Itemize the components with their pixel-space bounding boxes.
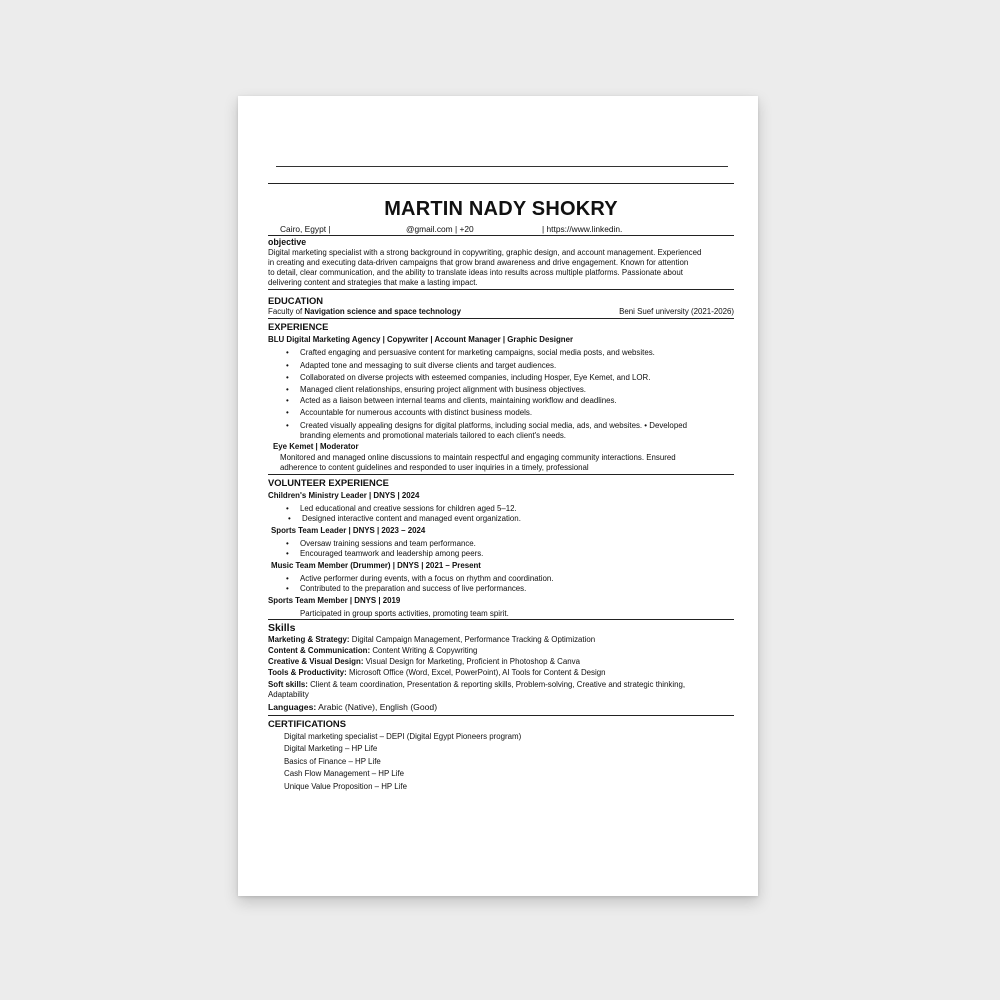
certification-item: Basics of Finance – HP Life: [284, 757, 381, 766]
objective-line: Digital marketing specialist with a strong background in copywriting, graphic design, and account management. Experienced: [268, 248, 702, 257]
volunteer-heading: VOLUNTEER EXPERIENCE: [268, 477, 389, 488]
bullet-item: • Encouraged teamwork and leadership among peers.: [286, 549, 484, 558]
skill-label: Content & Communication:: [268, 646, 371, 655]
languages-label: Languages:: [268, 702, 317, 712]
education-prefix: Faculty of: [268, 307, 305, 316]
volunteer-role-title: Sports Team Member | DNYS | 2019: [268, 596, 401, 605]
job-title-blu: BLU Digital Marketing Agency | Copywriter | Account Manager | Graphic Designer: [268, 335, 574, 344]
skill-row: [268, 646, 477, 656]
contact-email-phone: @gmail.com | +20: [406, 224, 474, 234]
certification-item: Digital Marketing – HP Life: [284, 744, 378, 753]
volunteer-role-title: Sports Team Leader | DNYS | 2023 – 2024: [271, 526, 426, 535]
bullet-text: Collaborated on diverse projects with esteemed companies, including Hosper, Eye Kemet, and LOR.: [300, 373, 651, 382]
bullet-item: • Managed client relationships, ensuring project alignment with business objectives.: [286, 385, 586, 394]
skill-row: [268, 635, 595, 645]
certifications-heading: CERTIFICATIONS: [268, 718, 346, 729]
bullet-text: Created visually appealing designs for digital platforms, including social media, ads, and websites. • Developed: [300, 421, 687, 430]
resume-page: [238, 96, 758, 896]
objective-line: in creating and executing data-driven campaigns that grow brand awareness and drive engagement. Known for attention: [268, 258, 689, 267]
skill-label: Marketing & Strategy:: [268, 635, 350, 644]
experience-heading: EXPERIENCE: [268, 321, 329, 332]
bullet-item: • Contributed to the preparation and success of live performances.: [286, 584, 527, 593]
bullet-text: Crafted engaging and persuasive content for marketing campaigns, social media posts, and websites.: [300, 348, 655, 357]
section-divider: [268, 289, 734, 290]
skill-label: Creative & Visual Design:: [268, 657, 364, 666]
bullet-item: • Crafted engaging and persuasive content for marketing campaigns, social media posts, and websites.: [286, 348, 655, 357]
skills-heading: Skills: [268, 622, 296, 634]
job-line: Monitored and managed online discussions to maintain respectful and engaging community interactions. Ensured: [280, 453, 676, 462]
bullet-item: • Adapted tone and messaging to suit diverse clients and target audiences.: [286, 361, 557, 370]
skill-row: [268, 668, 606, 678]
education-school: Beni Suef university (2021-2026): [619, 307, 734, 316]
skill-row: [268, 680, 685, 690]
languages-row: [268, 702, 437, 712]
bullet-text: Active performer during events, with a focus on rhythm and coordination.: [300, 574, 554, 583]
bullet-text: Accountable for numerous accounts with distinct business models.: [300, 408, 533, 417]
contact-link: | https://www.linkedin.: [542, 224, 623, 234]
bullet-text: Adapted tone and messaging to suit diverse clients and target audiences.: [300, 361, 557, 370]
certification-item: Digital marketing specialist – DEPI (Digital Egypt Pioneers program): [284, 732, 522, 741]
section-divider: [268, 619, 734, 620]
objective-heading: objective: [268, 237, 307, 247]
bullet-item: • Designed interactive content and managed event organization.: [288, 514, 521, 523]
section-divider: [268, 715, 734, 716]
skill-row-continuation: Adaptability: [268, 690, 309, 699]
contact-row: [268, 223, 734, 236]
skill-label: Tools & Productivity:: [268, 668, 347, 677]
bullet-text: Led educational and creative sessions for children aged 5–12.: [300, 504, 517, 513]
bullet-continuation: branding elements and promotional materials tailored to each client's needs.: [300, 431, 566, 440]
bullet-item: • Created visually appealing designs for digital platforms, including social media, ads, and websites. • Developed: [286, 421, 687, 430]
bullet-item: • Acted as a liaison between internal teams and clients, maintaining workflow and deadlines.: [286, 396, 617, 405]
certification-item: Unique Value Proposition – HP Life: [284, 782, 407, 791]
objective-line: to detail, clear communication, and the ability to translate ideas into results across multiple platforms. Passionate about: [268, 268, 683, 277]
skill-label: Soft skills:: [268, 680, 308, 689]
skill-row: [268, 657, 580, 667]
bullet-text: Managed client relationships, ensuring project alignment with business objectives.: [300, 385, 586, 394]
bullet-item: • Led educational and creative sessions for children aged 5–12.: [286, 504, 517, 513]
candidate-name: MARTIN NADY SHOKRY: [384, 198, 618, 220]
objective-line: delivering content and strategies that make a lasting impact.: [268, 278, 478, 287]
certification-item: Cash Flow Management – HP Life: [284, 769, 405, 778]
education-program: [268, 307, 461, 317]
section-divider: [268, 474, 734, 475]
bullet-text: Designed interactive content and managed event organization.: [302, 514, 521, 523]
skill-value: Visual Design for Marketing, Proficient in Photoshop & Canva: [363, 657, 580, 666]
skill-value: Microsoft Office (Word, Excel, PowerPoint), AI Tools for Content & Design: [346, 668, 606, 677]
bullet-item: • Accountable for numerous accounts with distinct business models.: [286, 408, 533, 417]
job-title-eye-kemet: Eye Kemet | Moderator: [273, 442, 359, 451]
education-program-name: Navigation science and space technology: [304, 307, 461, 316]
section-divider: [268, 318, 734, 319]
bullet-text: Acted as a liaison between internal teams and clients, maintaining workflow and deadlines.: [300, 396, 617, 405]
volunteer-role-title: Children's Ministry Leader | DNYS | 2024: [268, 491, 420, 500]
bullet-text: Contributed to the preparation and success of live performances.: [300, 584, 527, 593]
volunteer-role-title: Music Team Member (Drummer) | DNYS | 2021 – Present: [271, 561, 481, 570]
languages-value: Arabic (Native), English (Good): [316, 702, 438, 712]
skill-value: Content Writing & Copywriting: [370, 646, 478, 655]
top-thick-divider: [268, 183, 734, 184]
contact-location: Cairo, Egypt |: [280, 224, 331, 234]
volunteer-role-line: Participated in group sports activities, promoting team spirit.: [300, 609, 509, 618]
skill-value: Client & team coordination, Presentation & reporting skills, Problem-solving, Creative and strategic thinking,: [307, 680, 686, 689]
bullet-item: • Collaborated on diverse projects with esteemed companies, including Hosper, Eye Kemet, and LOR.: [286, 373, 651, 382]
bullet-text: Encouraged teamwork and leadership among peers.: [300, 549, 484, 558]
top-thin-divider: [276, 166, 728, 167]
education-heading: EDUCATION: [268, 295, 324, 306]
bullet-text: Oversaw training sessions and team performance.: [300, 539, 476, 548]
bullet-item: • Active performer during events, with a focus on rhythm and coordination.: [286, 574, 554, 583]
job-line: adherence to content guidelines and responded to user inquiries in a timely, professional: [280, 463, 589, 472]
skill-value: Digital Campaign Management, Performance Tracking & Optimization: [349, 635, 596, 644]
bullet-item: • Oversaw training sessions and team performance.: [286, 539, 476, 548]
